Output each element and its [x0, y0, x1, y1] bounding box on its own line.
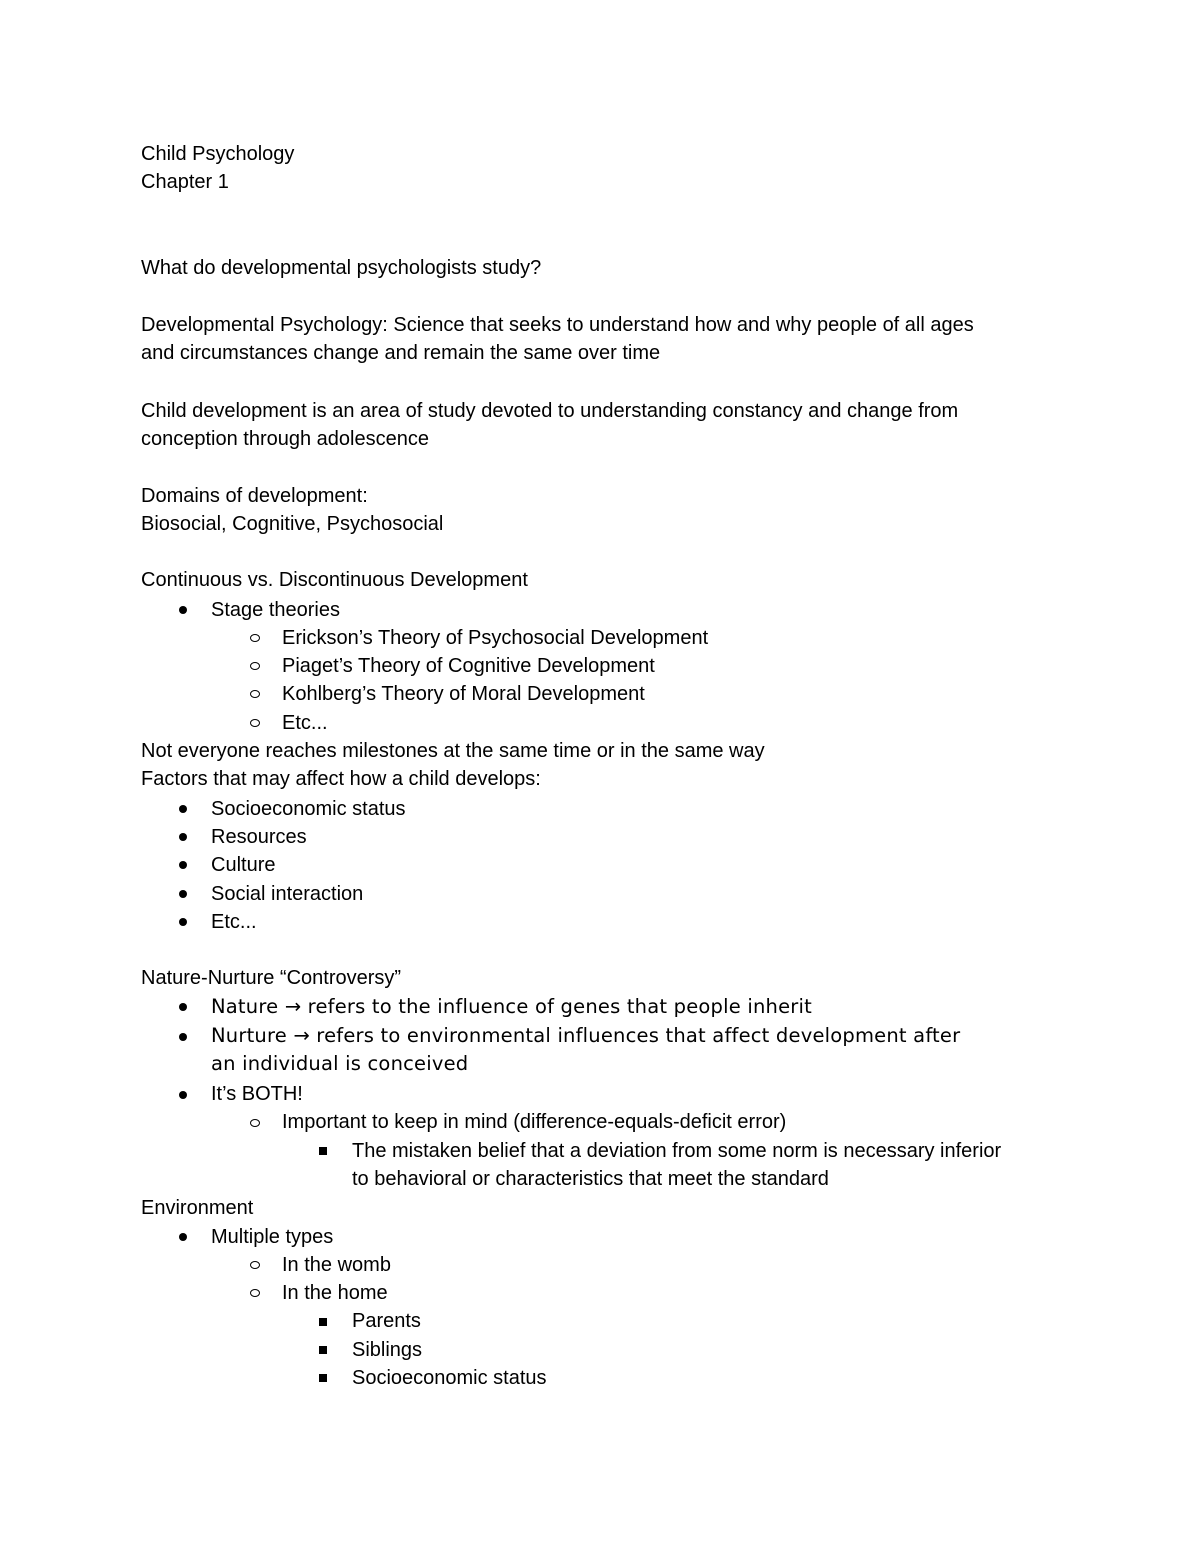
list-item-home: In the home	[282, 1282, 388, 1304]
list-item-theory: Erickson’s Theory of Psychosocial Development	[282, 627, 709, 649]
bullet-disc-icon	[179, 606, 187, 614]
list-item-multiple-types: Multiple types	[211, 1226, 334, 1248]
list-item-factor: Etc...	[211, 911, 257, 933]
definition-line-2: and circumstances change and remain the same over time	[141, 342, 661, 364]
list-item-both: It’s BOTH!	[211, 1083, 303, 1105]
milestones-note: Not everyone reaches milestones at the same time or in the same way	[141, 740, 765, 762]
child-development-line-2: conception through adolescence	[141, 428, 429, 450]
domains-heading: Domains of development:	[141, 485, 368, 507]
list-item-mistaken-line-1: The mistaken belief that a deviation from some norm is necessary inferior	[352, 1140, 1002, 1162]
list-item-important: Important to keep in mind (difference-equals-deficit error)	[282, 1111, 787, 1133]
list-item-nurture-line-1: Nurture → refers to environmental influences that affect development after	[211, 1024, 961, 1047]
list-item-nature: Nature → refers to the influence of genes that people inherit	[211, 995, 812, 1018]
bullet-disc-icon	[179, 1003, 187, 1011]
list-item-factor: Social interaction	[211, 883, 364, 905]
list-item-home-sub: Siblings	[352, 1339, 423, 1361]
bullet-circle-icon	[250, 1261, 260, 1269]
list-item-factor: Socioeconomic status	[211, 798, 406, 820]
list-item-theory: Etc...	[282, 712, 328, 734]
document-title: Child Psychology	[141, 143, 295, 165]
bullet-circle-icon	[250, 634, 260, 642]
bullet-circle-icon	[250, 719, 260, 727]
factors-heading: Factors that may affect how a child develops:	[141, 768, 541, 790]
list-item-factor: Culture	[211, 854, 276, 876]
list-item-home-sub: Parents	[352, 1310, 421, 1332]
list-item-nurture-line-2: an individual is conceived	[211, 1052, 469, 1075]
list-item-factor: Resources	[211, 826, 307, 848]
nature-nurture-heading: Nature-Nurture “Controversy”	[141, 967, 402, 989]
bullet-disc-icon	[179, 805, 187, 813]
bullet-circle-icon	[250, 1289, 260, 1297]
continuity-heading: Continuous vs. Discontinuous Development	[141, 569, 528, 591]
list-item-home-sub: Socioeconomic status	[352, 1367, 547, 1389]
list-item-theory: Kohlberg’s Theory of Moral Development	[282, 683, 645, 705]
bullet-square-icon	[319, 1318, 327, 1326]
bullet-disc-icon	[179, 1233, 187, 1241]
bullet-square-icon	[319, 1346, 327, 1354]
bullet-circle-icon	[250, 1119, 260, 1127]
bullet-disc-icon	[179, 1033, 187, 1041]
question-heading: What do developmental psychologists study?	[141, 257, 542, 279]
definition-line-1: Developmental Psychology: Science that seeks to understand how and why people of all ages	[141, 314, 974, 336]
bullet-disc-icon	[179, 861, 187, 869]
bullet-disc-icon	[179, 1091, 187, 1099]
chapter-label: Chapter 1	[141, 171, 229, 193]
bullet-disc-icon	[179, 833, 187, 841]
list-item-womb: In the womb	[282, 1254, 391, 1276]
bullet-circle-icon	[250, 690, 260, 698]
environment-heading: Environment	[141, 1197, 254, 1219]
list-item-stage-theories: Stage theories	[211, 599, 340, 621]
domains-list: Biosocial, Cognitive, Psychosocial	[141, 513, 444, 535]
bullet-square-icon	[319, 1147, 327, 1155]
list-item-theory: Piaget’s Theory of Cognitive Development	[282, 655, 655, 677]
bullet-disc-icon	[179, 890, 187, 898]
bullet-disc-icon	[179, 918, 187, 926]
bullet-square-icon	[319, 1374, 327, 1382]
child-development-line-1: Child development is an area of study devoted to understanding constancy and change from	[141, 400, 959, 422]
bullet-circle-icon	[250, 662, 260, 670]
list-item-mistaken-line-2: to behavioral or characteristics that meet the standard	[352, 1168, 829, 1190]
